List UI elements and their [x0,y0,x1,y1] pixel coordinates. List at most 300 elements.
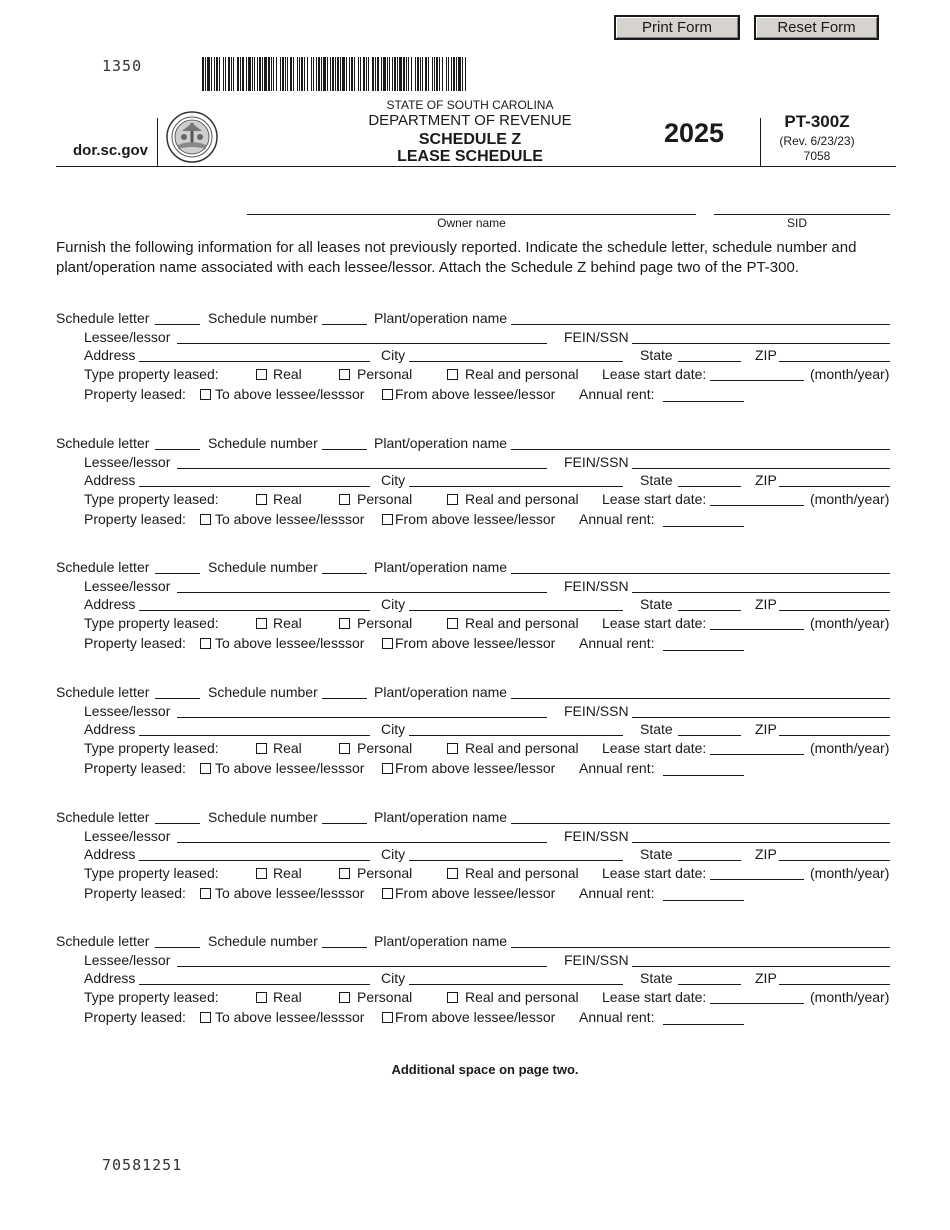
barcode-bar [375,57,376,91]
type-personal-checkbox[interactable] [339,369,350,380]
barcode-bar [248,57,251,91]
lessee-label: Lessee/lessor [84,454,171,470]
fein-label: FEIN/SSN [564,578,629,594]
city-field[interactable] [409,860,623,861]
type-property-label: Type property leased: [84,740,219,756]
state-label: State [640,970,673,986]
barcode-bar [366,57,367,91]
barcode-bar [246,57,247,91]
barcode-bar [242,57,244,91]
barcode-bar [219,57,220,91]
lessee-label: Lessee/lessor [84,329,171,345]
type-real-personal-checkbox[interactable] [447,992,458,1003]
property-leased-label: Property leased: [84,511,186,527]
barcode-bar [360,57,361,91]
barcode-bar [368,57,369,91]
state-field[interactable] [678,486,741,487]
barcode-bar [354,57,355,91]
barcode-bar [276,57,277,91]
schedule-letter-label: Schedule letter [56,933,150,949]
fein-field[interactable] [632,343,890,344]
city-field[interactable] [409,610,623,611]
to-above-checkbox[interactable] [200,638,211,649]
barcode-bar [397,57,398,91]
barcode-bar [257,57,258,91]
type-real-personal-label: Real and personal [465,989,579,1005]
schedule-letter-field[interactable] [155,573,200,574]
barcode-bar [428,57,429,91]
fein-label: FEIN/SSN [564,329,629,345]
plant-name-label: Plant/operation name [374,809,508,825]
schedule-letter-label: Schedule letter [56,809,150,825]
month-year-label: (month/year) [810,740,890,756]
to-above-checkbox[interactable] [200,888,211,899]
address-label: Address [84,970,136,986]
barcode-bar [394,57,396,91]
zip-field[interactable] [779,610,890,611]
lease-start-field[interactable] [710,505,804,506]
print-form-button[interactable]: Print Form [614,15,740,40]
address-label: Address [84,721,136,737]
type-property-label: Type property leased: [84,989,219,1005]
barcode-bar [346,57,347,91]
schedule-number-label: Schedule number [208,809,318,825]
from-above-checkbox[interactable] [382,1012,393,1023]
schedule-letter-field[interactable] [155,947,200,948]
schedule-number-label: Schedule number [208,559,318,575]
lease-start-field[interactable] [710,879,804,880]
month-year-label: (month/year) [810,491,890,507]
type-real-checkbox[interactable] [256,618,267,629]
barcode-bar [307,57,308,91]
owner-name-label: Owner name [437,216,506,230]
lessee-field[interactable] [177,343,547,344]
barcode-bar [207,57,210,91]
barcode-bar [458,57,461,91]
barcode-bar [399,57,402,91]
barcode-bar [358,57,359,91]
barcode-bar [264,57,267,91]
barcode-bar [313,57,314,91]
schedule-number-field[interactable] [322,947,367,948]
city-label: City [381,846,406,862]
address-label: Address [84,347,136,363]
schedule-number-field[interactable] [322,698,367,699]
barcode-bar [280,57,281,91]
property-leased-label: Property leased: [84,885,186,901]
schedule-letter-label: Schedule letter [56,310,150,326]
fein-field[interactable] [632,842,890,843]
plant-name-field[interactable] [511,324,890,325]
barcode-bar [225,57,226,91]
barcode-bar [456,57,457,91]
lease-start-field[interactable] [710,629,804,630]
annual-rent-label: Annual rent: [579,511,655,527]
schedule-number-field[interactable] [322,449,367,450]
city-field[interactable] [409,735,623,736]
type-real-personal-label: Real and personal [465,491,579,507]
type-property-label: Type property leased: [84,615,219,631]
schedule-letter-label: Schedule letter [56,435,150,451]
plant-name-label: Plant/operation name [374,684,508,700]
type-real-label: Real [273,740,302,756]
schedule-letter-field[interactable] [155,324,200,325]
state-field[interactable] [678,860,741,861]
barcode-bar [285,57,286,91]
barcode-bar [316,57,317,91]
lessee-field[interactable] [177,717,547,718]
barcode-icon [200,57,468,91]
lease-start-label: Lease start date: [602,366,707,382]
header-divider-right [760,118,761,166]
type-personal-label: Personal [357,615,413,631]
barcode-bar [287,57,288,91]
zip-label: ZIP [755,472,777,488]
website-label: dor.sc.gov [73,142,149,159]
barcode-bar [406,57,407,91]
property-leased-label: Property leased: [84,1009,186,1025]
to-above-label: To above lessee/lesssor [215,760,365,776]
barcode-bar [202,57,204,91]
barcode-bar [351,57,353,91]
state-label: State [640,721,673,737]
barcode-bar [422,57,423,91]
barcode-bar [340,57,341,91]
type-personal-label: Personal [357,491,413,507]
schedule-number-label: Schedule number [208,310,318,326]
lease-entry [0,310,950,430]
city-field[interactable] [409,361,623,362]
annual-rent-label: Annual rent: [579,635,655,651]
barcode-bar [323,57,326,91]
barcode-bar [311,57,312,91]
type-real-checkbox[interactable] [256,868,267,879]
from-above-checkbox[interactable] [382,763,393,774]
fein-label: FEIN/SSN [564,703,629,719]
lease-entry [0,809,950,929]
lease-start-field[interactable] [710,754,804,755]
type-real-personal-checkbox[interactable] [447,494,458,505]
lease-start-label: Lease start date: [602,615,707,631]
form-internal-code: 7058 [803,149,831,163]
address-field[interactable] [139,735,370,736]
bottom-form-code: 70581251 [102,1156,183,1174]
type-real-personal-checkbox[interactable] [447,618,458,629]
sid-field[interactable] [714,214,890,215]
barcode-bar [223,57,224,91]
address-field[interactable] [139,486,370,487]
schedule-letter-field[interactable] [155,823,200,824]
lease-start-label: Lease start date: [602,989,707,1005]
barcode-bar [290,57,292,91]
plant-name-field[interactable] [511,823,890,824]
fein-label: FEIN/SSN [564,454,629,470]
barcode-bar [451,57,452,91]
annual-rent-label: Annual rent: [579,1009,655,1025]
barcode-bar [337,57,339,91]
type-real-personal-checkbox[interactable] [447,868,458,879]
barcode-bar [273,57,274,91]
barcode-bar [271,57,272,91]
fein-field[interactable] [632,966,890,967]
plant-name-label: Plant/operation name [374,435,508,451]
to-above-checkbox[interactable] [200,763,211,774]
barcode-bar [299,57,300,91]
lessee-label: Lessee/lessor [84,828,171,844]
to-above-checkbox[interactable] [200,514,211,525]
barcode-bar [318,57,320,91]
barcode-bar [432,57,433,91]
type-real-checkbox[interactable] [256,743,267,754]
state-seal-icon [166,111,218,163]
state-field[interactable] [678,361,741,362]
lease-start-field[interactable] [710,1003,804,1004]
month-year-label: (month/year) [810,865,890,881]
type-real-personal-checkbox[interactable] [447,743,458,754]
schedule-subtitle: LEASE SCHEDULE [397,148,543,165]
type-personal-checkbox[interactable] [339,494,350,505]
barcode-bar [415,57,416,91]
zip-field[interactable] [779,984,890,985]
to-above-label: To above lessee/lesssor [215,511,365,527]
from-above-label: From above lessee/lessor [395,386,556,402]
annual-rent-field[interactable] [663,775,744,776]
barcode-bar [214,57,215,91]
lessee-field[interactable] [177,842,547,843]
zip-label: ZIP [755,596,777,612]
lessee-field[interactable] [177,468,547,469]
additional-space-note: Additional space on page two. [391,1062,579,1077]
city-field[interactable] [409,486,623,487]
state-label: State [640,347,673,363]
type-real-label: Real [273,615,302,631]
zip-label: ZIP [755,721,777,737]
schedule-number-field[interactable] [322,573,367,574]
owner-name-field[interactable] [247,214,696,215]
state-field[interactable] [678,735,741,736]
annual-rent-label: Annual rent: [579,760,655,776]
sid-label: SID [786,216,807,230]
to-above-label: To above lessee/lesssor [215,1009,365,1025]
state-name: STATE OF SOUTH CAROLINA [386,98,554,112]
barcode-bar [363,57,365,91]
type-personal-label: Personal [357,366,413,382]
barcode-bar [442,57,443,91]
annual-rent-field[interactable] [663,900,744,901]
plant-name-field[interactable] [511,449,890,450]
state-field[interactable] [678,984,741,985]
zip-field[interactable] [779,486,890,487]
barcode-bar [321,57,322,91]
header-divider-left [157,118,158,166]
type-real-label: Real [273,491,302,507]
schedule-number-field[interactable] [322,324,367,325]
lease-entry [0,435,950,555]
barcode-bar [377,57,379,91]
plant-name-field[interactable] [511,947,890,948]
schedule-letter-label: Schedule letter [56,684,150,700]
zip-label: ZIP [755,846,777,862]
type-real-checkbox[interactable] [256,369,267,380]
barcode-bar [372,57,374,91]
to-above-label: To above lessee/lesssor [215,635,365,651]
annual-rent-field[interactable] [663,650,744,651]
zip-field[interactable] [779,735,890,736]
type-personal-label: Personal [357,865,413,881]
property-leased-label: Property leased: [84,635,186,651]
schedule-title: SCHEDULE Z [418,131,522,148]
barcode-bar [417,57,419,91]
barcode-bar [240,57,241,91]
top-form-code: 1350 [102,57,143,75]
zip-field[interactable] [779,361,890,362]
type-property-label: Type property leased: [84,491,219,507]
barcode-bar [420,57,421,91]
barcode-bar [262,57,263,91]
lease-start-label: Lease start date: [602,491,707,507]
schedule-letter-field[interactable] [155,449,200,450]
lessee-label: Lessee/lessor [84,952,171,968]
schedule-number-label: Schedule number [208,435,318,451]
tax-year: 2025 [664,118,725,148]
type-real-personal-label: Real and personal [465,366,579,382]
barcode-bar [293,57,294,91]
barcode-bar [268,57,270,91]
from-above-label: From above lessee/lessor [395,511,556,527]
fein-field[interactable] [632,592,890,593]
plant-name-field[interactable] [511,698,890,699]
state-label: State [640,596,673,612]
annual-rent-field[interactable] [663,1024,744,1025]
lease-start-label: Lease start date: [602,740,707,756]
barcode-bar [403,57,405,91]
barcode-bar [383,57,386,91]
barcode-bar [342,57,345,91]
type-personal-label: Personal [357,740,413,756]
lessee-field[interactable] [177,966,547,967]
form-number: PT-300Z [784,112,850,131]
barcode-bar [436,57,438,91]
to-above-checkbox[interactable] [200,389,211,400]
lease-entry [0,933,950,1053]
month-year-label: (month/year) [810,989,890,1005]
barcode-bar [301,57,303,91]
lease-start-field[interactable] [710,380,804,381]
address-label: Address [84,596,136,612]
from-above-label: From above lessee/lessor [395,635,556,651]
schedule-letter-label: Schedule letter [56,559,150,575]
type-personal-label: Personal [357,989,413,1005]
city-label: City [381,347,406,363]
address-field[interactable] [139,984,370,985]
type-personal-checkbox[interactable] [339,743,350,754]
fein-label: FEIN/SSN [564,828,629,844]
lease-entry [0,559,950,679]
from-above-label: From above lessee/lessor [395,1009,556,1025]
barcode-bar [465,57,466,91]
fein-field[interactable] [632,717,890,718]
property-leased-label: Property leased: [84,760,186,776]
barcode-bar [233,57,234,91]
annual-rent-field[interactable] [663,526,744,527]
zip-field[interactable] [779,860,890,861]
schedule-number-label: Schedule number [208,684,318,700]
from-above-checkbox[interactable] [382,514,393,525]
type-real-personal-checkbox[interactable] [447,369,458,380]
plant-name-field[interactable] [511,573,890,574]
barcode-bar [439,57,440,91]
city-field[interactable] [409,984,623,985]
city-label: City [381,970,406,986]
header-rule [56,166,896,167]
type-real-personal-label: Real and personal [465,740,579,756]
city-label: City [381,721,406,737]
annual-rent-label: Annual rent: [579,885,655,901]
from-above-checkbox[interactable] [382,638,393,649]
barcode-bar [297,57,298,91]
barcode-bar [282,57,284,91]
zip-label: ZIP [755,970,777,986]
schedule-number-label: Schedule number [208,933,318,949]
annual-rent-field[interactable] [663,401,744,402]
barcode-bar [304,57,305,91]
barcode-bar [327,57,328,91]
to-above-label: To above lessee/lesssor [215,386,365,402]
barcode-bar [389,57,390,91]
fein-field[interactable] [632,468,890,469]
fein-label: FEIN/SSN [564,952,629,968]
type-real-checkbox[interactable] [256,992,267,1003]
barcode-bar [335,57,336,91]
address-field[interactable] [139,860,370,861]
type-property-label: Type property leased: [84,865,219,881]
type-real-personal-label: Real and personal [465,865,579,881]
barcode-bar [434,57,435,91]
barcode-bar [387,57,388,91]
barcode-bar [332,57,334,91]
to-above-checkbox[interactable] [200,1012,211,1023]
barcode-bar [448,57,449,91]
from-above-checkbox[interactable] [382,389,393,400]
lessee-label: Lessee/lessor [84,703,171,719]
schedule-number-field[interactable] [322,823,367,824]
address-field[interactable] [139,610,370,611]
barcode-bar [425,57,427,91]
type-personal-checkbox[interactable] [339,992,350,1003]
state-field[interactable] [678,610,741,611]
from-above-label: From above lessee/lessor [395,885,556,901]
from-above-checkbox[interactable] [382,888,393,899]
barcode-bar [408,57,409,91]
address-label: Address [84,472,136,488]
lessee-field[interactable] [177,592,547,593]
barcode-bar [453,57,455,91]
department-name: DEPARTMENT OF REVENUE [368,112,572,129]
reset-form-button[interactable]: Reset Form [754,15,879,40]
type-personal-checkbox[interactable] [339,618,350,629]
type-real-personal-label: Real and personal [465,615,579,631]
type-real-checkbox[interactable] [256,494,267,505]
schedule-letter-field[interactable] [155,698,200,699]
barcode-bar [211,57,212,91]
barcode-bar [254,57,255,91]
month-year-label: (month/year) [810,366,890,382]
barcode-bar [252,57,253,91]
barcode-bar [411,57,412,91]
type-personal-checkbox[interactable] [339,868,350,879]
lease-start-label: Lease start date: [602,865,707,881]
address-field[interactable] [139,361,370,362]
